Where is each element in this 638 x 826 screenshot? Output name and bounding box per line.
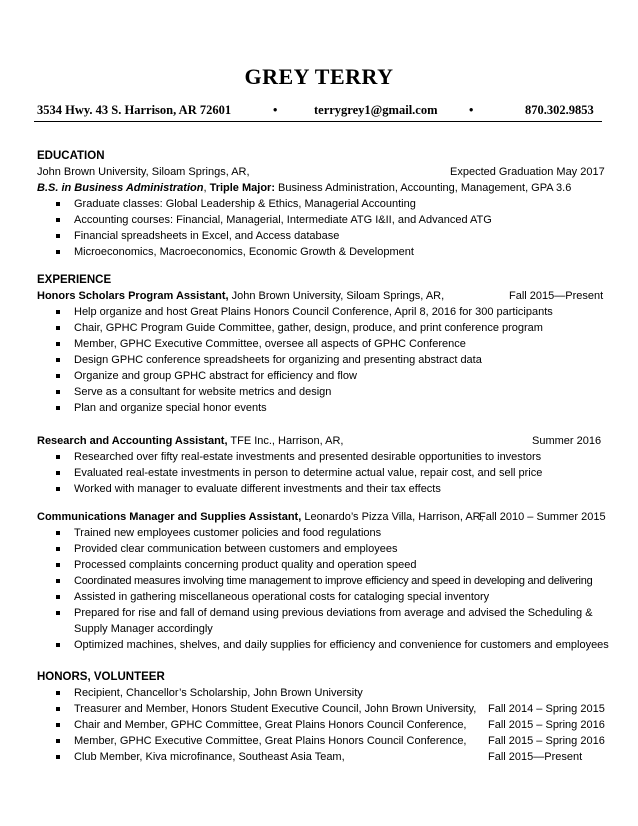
honor-dates: Fall 2014 – Spring 2015 — [488, 703, 605, 715]
list-item: Organize and group GPHC abstract for efficiency and flow — [37, 368, 602, 384]
list-item: Prepared for rise and fall of demand using previous deviations from average and advised the Scheduling & Supply Manager accordingly — [37, 605, 594, 637]
job-dates: Fall 2010 – Summer 2015 — [479, 511, 606, 523]
job-title: Research and Accounting Assistant, — [37, 435, 228, 447]
list-item — [37, 685, 602, 701]
list-item — [37, 717, 605, 733]
experience-job-3 — [37, 509, 609, 653]
experience-section — [37, 272, 602, 416]
list-item: Trained new employees customer policies and food regulations — [37, 525, 602, 541]
degree-row: B.S. in Business Administration, Triple Major: Business Administration, Accounting, Management, GPA 3.6 — [37, 182, 572, 194]
honor-dates: Fall 2015—Present — [488, 751, 583, 763]
job-bullets — [37, 304, 602, 416]
honor-text: Member, GPHC Executive Committee, Great Plains Honors Council Conference, — [74, 735, 467, 747]
candidate-name: GREY TERRY — [244, 64, 394, 89]
job-header — [37, 509, 606, 525]
job-title: Communications Manager and Supplies Assistant, — [37, 511, 302, 523]
list-item: Processed complaints concerning product quality and operation speed — [37, 557, 602, 573]
list-item: Researched over fifty real-estate investments and presented desirable opportunities to investors — [37, 449, 602, 465]
honor-text: Recipient, Chancellor’s Scholarship, John Brown University — [74, 687, 363, 699]
list-item: Plan and organize special honor events — [37, 400, 602, 416]
job-bullets — [37, 525, 609, 653]
school-row — [37, 164, 605, 180]
job-dates: Summer 2016 — [532, 435, 602, 447]
list-item: Optimized machines, shelves, and daily supplies for efficiency and convenience for customers and employees — [37, 637, 602, 653]
school: John Brown University, Siloam Springs, AR, — [37, 166, 250, 178]
list-item: Design GPHC conference spreadsheets for organizing and presenting abstract data — [37, 352, 602, 368]
list-item — [37, 749, 602, 765]
list-item: Graduate classes: Global Leadership & Ethics, Managerial Accounting — [37, 196, 602, 212]
address: 3534 Hwy. 43 S. Harrison, AR 72601 — [37, 103, 232, 117]
job-org: TFE Inc., Harrison, AR, — [230, 435, 344, 447]
job-org: John Brown University, Siloam Springs, AR, — [231, 290, 445, 302]
honor-text: Club Member, Kiva microfinance, Southeast Asia Team, — [74, 751, 345, 763]
list-item — [37, 733, 605, 749]
experience-job-2 — [37, 433, 602, 497]
honors-list — [37, 685, 605, 765]
graduation-date: Expected Graduation May 2017 — [450, 166, 605, 178]
job-org: Leonardo’s Pizza Villa, Harrison, AR, — [304, 511, 484, 523]
education-section — [37, 148, 605, 260]
list-item: Financial spreadsheets in Excel, and Access database — [37, 228, 602, 244]
job-header — [37, 433, 602, 449]
phone: 870.302.9853 — [525, 103, 594, 117]
honor-dates: Fall 2015 – Spring 2016 — [488, 735, 605, 747]
job-header — [37, 288, 602, 304]
list-item: Evaluated real-estate investments in person to determine actual value, repair cost, and sell price — [37, 465, 602, 481]
list-item: Assisted in gathering miscellaneous operational costs for cataloging special inventory — [37, 589, 602, 605]
honors-section — [37, 669, 605, 765]
degree: B.S. in Business Administration — [37, 182, 204, 194]
list-item: Serve as a consultant for website metrics and design — [37, 384, 602, 400]
education-bullets — [37, 196, 602, 260]
major-text: Business Administration, Accounting, Management, GPA 3.6 — [278, 182, 572, 194]
honor-text: Treasurer and Member, Honors Student Executive Council, John Brown University, — [74, 703, 477, 715]
list-item: Help organize and host Great Plains Honors Council Conference, April 8, 2016 for 300 participants — [37, 304, 602, 320]
honor-text: Chair and Member, GPHC Committee, Great Plains Honors Council Conference, — [74, 719, 467, 731]
list-item: Worked with manager to evaluate different investments and their tax effects — [37, 481, 602, 497]
separator-bullet: • — [273, 103, 278, 117]
honor-dates: Fall 2015 – Spring 2016 — [488, 719, 605, 731]
list-item — [37, 701, 605, 717]
list-item: Provided clear communication between customers and employees — [37, 541, 602, 557]
job-bullets — [37, 449, 602, 497]
list-item: Coordinated measures involving time management to improve efficiency and speed in developing and delivering — [37, 573, 602, 589]
job-dates: Fall 2015—Present — [509, 290, 604, 302]
major-label: Triple Major: — [209, 182, 275, 194]
section-title: EXPERIENCE — [37, 274, 112, 286]
list-item: Accounting courses: Financial, Managerial, Intermediate ATG I&II, and Advanced ATG — [37, 212, 602, 228]
header-divider — [34, 121, 602, 122]
list-item: Chair, GPHC Program Guide Committee, gather, design, produce, and print conference program — [37, 320, 602, 336]
separator-bullet: • — [469, 103, 474, 117]
list-item: Microeconomics, Macroeconomics, Economic Growth & Development — [37, 244, 602, 260]
job-title: Honors Scholars Program Assistant, — [37, 290, 229, 302]
contact-line — [37, 103, 599, 121]
section-title: EDUCATION — [37, 150, 105, 162]
section-title: HONORS, VOLUNTEER — [37, 671, 165, 683]
email[interactable]: terrygrey1@gmail.com — [314, 103, 438, 117]
list-item: Member, GPHC Executive Committee, oversee all aspects of GPHC Conference — [37, 336, 602, 352]
